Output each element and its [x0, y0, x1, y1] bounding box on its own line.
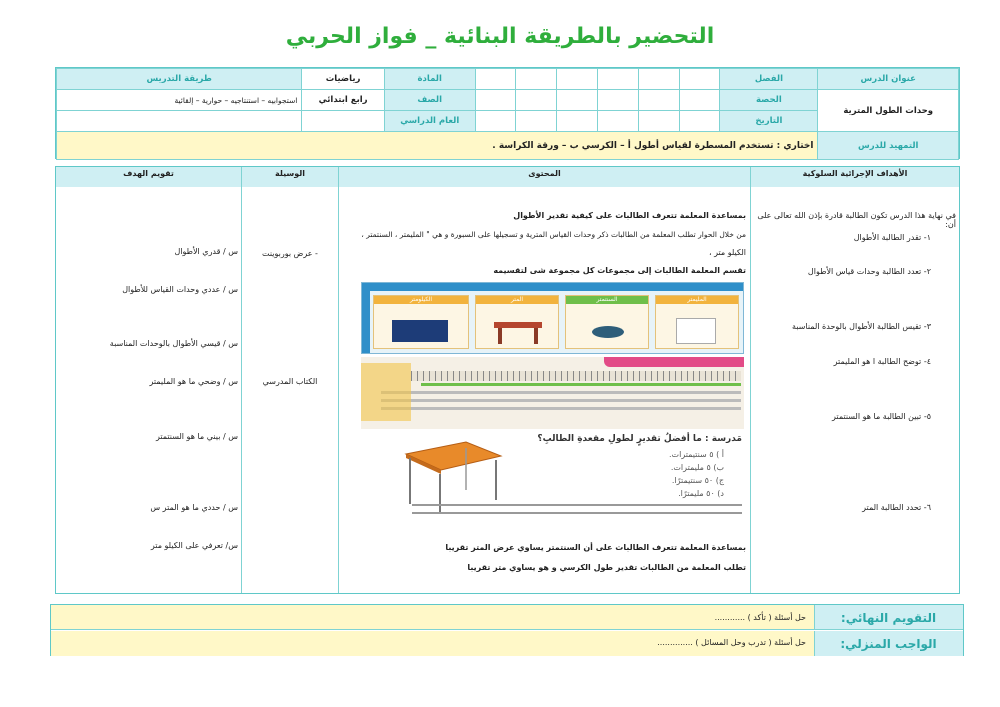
- final-assessment-label: التقويم النهائي:: [840, 611, 937, 625]
- subject-value: رياضيات: [302, 69, 384, 90]
- objectives-intro: في نهاية هذا الدرس تكون الطالبة قادرة بإذن الله تعالى على أن:: [757, 211, 956, 229]
- book-option: د) ٥٠ مليمترًا.: [678, 489, 724, 498]
- year-label: العام الدراسي: [384, 111, 475, 132]
- final-assessment-table: [50, 604, 964, 656]
- content-line: تطلب المعلمة من الطالبات تقدير طول الكرسي و هو يساوي متر تقريبا: [467, 563, 746, 572]
- content-header: المحتوى: [339, 169, 750, 187]
- content-line: تقسم المعلمة الطالبات إلى مجموعات كل مجموعة شى لتقسيمه: [493, 266, 746, 275]
- book-question: مَدرسة : ما أفضلُ تقديرٍ لطولِ مقعدةِ الطالبِ؟: [537, 434, 742, 444]
- grade-label: الصف: [384, 90, 475, 111]
- means-header: الوسيلة: [242, 169, 338, 187]
- subject-label: المادة: [384, 69, 475, 90]
- objective-item: ٢- تعدد الطالبة وحدات قياس الأطوال: [807, 267, 931, 276]
- textbook-image-question: [361, 432, 744, 528]
- eval-item: س / بيني ما هو السنتمتر: [155, 432, 238, 441]
- card-label: المليمتر: [656, 296, 738, 304]
- eval-header: تقويم الهدف: [56, 169, 241, 187]
- desk-illustration: [396, 434, 506, 514]
- content-line: من خلال الحوار تطلب المعلمة من الطالبات ذكر وحدات القياس المترية و تسجيلها على السبورة و هي " المليمتر ، السنتمتر ،: [361, 230, 746, 239]
- method-value: استجوابيه – استنتاجيه – حوارية – إلقائية: [57, 90, 302, 111]
- eval-item: س / عددي وحدات القياس للأطوال: [122, 285, 238, 294]
- intro-label: التمهيد للدرس: [818, 132, 959, 160]
- lesson-body-table: [55, 166, 960, 594]
- textbook-image-cards: [361, 282, 744, 354]
- homework-label: الواجب المنزلي:: [840, 637, 937, 651]
- eval-item: س / وضحي ما هو المليمتر: [149, 377, 238, 386]
- objective-item: ٤- توضح الطالبة ا هو المليمتر: [833, 357, 931, 366]
- textbook-image-ruler: [361, 357, 744, 429]
- eval-item: س / قدري الأطوال: [174, 247, 238, 256]
- book-option: أ ) ٥ سنتيمترات.: [669, 450, 724, 459]
- period-label: الحصة: [720, 90, 818, 111]
- objective-item: ١- تقدر الطالبة الأطوال: [853, 233, 931, 242]
- lesson-title-label: عنوان الدرس: [818, 69, 959, 90]
- means-item: الكتاب المدرسي: [262, 377, 318, 386]
- content-line: الكيلو متر ،: [708, 248, 746, 257]
- intro-value: اختاري : تستخدم المسطرة لقياس أطول أ – الكرسي ب – ورقة الكراسة .: [57, 132, 818, 160]
- final-assessment-value: حل أسئلة ( تأكد ) ............: [714, 613, 806, 622]
- homework-value: حل أسئلة ( تدرب وحل المسائل ) ..............: [657, 638, 806, 647]
- page-title: التحضير بالطريقة البنائية _ فواز الحربي: [285, 24, 715, 49]
- date-label: التاريخ: [720, 111, 818, 132]
- objective-item: ٦- تحدد الطالبة المتر: [862, 503, 931, 512]
- lesson-info-table: [55, 67, 960, 159]
- card-label: الكيلومتر: [374, 296, 468, 304]
- means-item: - عرض بوربوينت: [262, 249, 318, 258]
- eval-item: س / قيسي الأطوال بالوحدات المناسبة: [109, 339, 238, 348]
- book-option: ب) ٥ مليمترات.: [670, 463, 724, 472]
- content-line: بمساعدة المعلمة تتعرف الطالبات على كيفية تقدير الأطوال: [513, 211, 746, 220]
- eval-item: س / حددي ما هو المتر س: [150, 503, 238, 512]
- objectives-header: الأهداف الإجرائية السلوكية: [751, 169, 959, 187]
- objective-item: ٥- تبين الطالبة ما هو السنتمتر: [832, 412, 931, 421]
- class-label: الفصل: [720, 69, 818, 90]
- objective-item: ٣- تقيس الطالبة الأطوال بالوحدة المناسبة: [791, 322, 931, 331]
- card-label: السنتمتر: [566, 296, 648, 304]
- content-line: بمساعدة المعلمة تتعرف الطالبات على أن السنتمتر يساوي عرض المتر تقريبا: [445, 543, 746, 552]
- lesson-title-value: وحدات الطول المترية: [818, 90, 959, 132]
- book-option: ج) ٥٠ سنتيمترًا.: [671, 476, 724, 485]
- method-label: طريقة التدريس: [57, 69, 302, 90]
- card-label: المتر: [476, 296, 558, 304]
- eval-item: س/ تعرفي على الكيلو متر: [150, 541, 238, 550]
- grade-value: رابع ابتدائي: [302, 90, 384, 111]
